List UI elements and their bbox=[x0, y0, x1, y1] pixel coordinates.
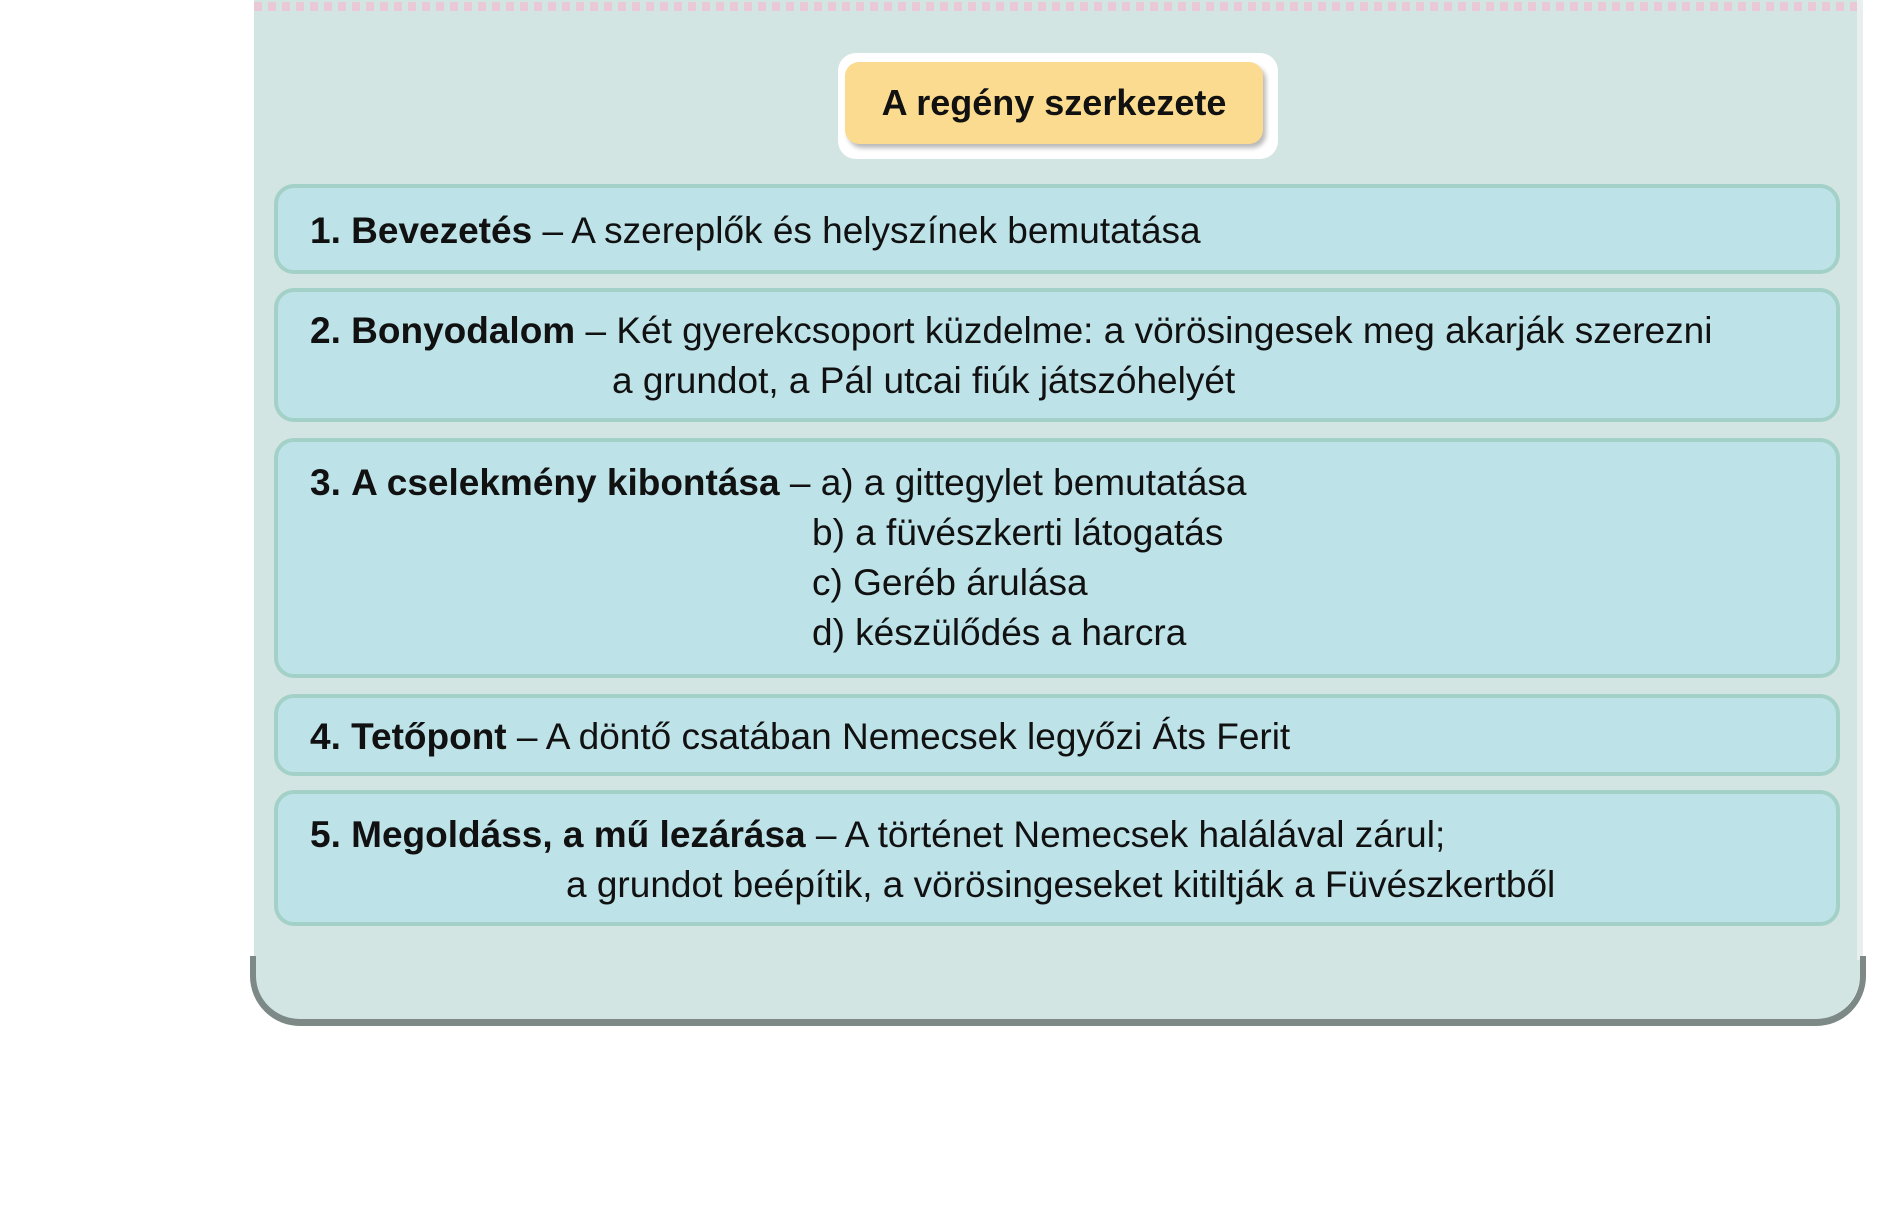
item-heading: Bonyodalom bbox=[351, 310, 576, 351]
item-dash: – bbox=[815, 814, 837, 855]
item-text-line: A történet Nemecsek halálával zárul; bbox=[844, 814, 1446, 855]
item-text-line: d) készülődés a harcra bbox=[812, 612, 1187, 653]
item-text-line: Két gyerekcsoport küzdelme: a vörösingesek meg akarják szerezni bbox=[616, 310, 1713, 351]
panel-right-edge bbox=[1857, 0, 1863, 960]
item-text-line: b) a füvészkerti látogatás bbox=[812, 512, 1224, 553]
item-text-line: a grundot, a Pál utcai fiúk játszóhelyét bbox=[612, 360, 1236, 401]
item-number: 2. bbox=[310, 310, 341, 351]
decorative-top-stripe bbox=[254, 2, 1860, 11]
item-heading: Megoldáss, a mű lezárása bbox=[351, 814, 806, 855]
item-heading: A cselekmény kibontása bbox=[351, 462, 780, 503]
item-heading: Bevezetés bbox=[351, 210, 533, 251]
item-text-line: A döntő csatában Nemecsek legyőzi Áts Ferit bbox=[545, 716, 1291, 757]
structure-item-resolution bbox=[274, 790, 1840, 926]
item-number: 1. bbox=[310, 210, 341, 251]
item-number: 4. bbox=[310, 716, 341, 757]
structure-item-development bbox=[274, 438, 1840, 678]
structure-item-complication bbox=[274, 288, 1840, 422]
item-dash: – bbox=[542, 210, 564, 251]
item-dash: – bbox=[585, 310, 607, 351]
item-text-line: a grundot beépítik, a vörösingeseket kitiltják a Füvészkertből bbox=[566, 864, 1556, 905]
item-text-line: a) a gittegylet bemutatása bbox=[820, 462, 1247, 503]
structure-item-introduction bbox=[274, 184, 1840, 274]
panel-bottom-rim bbox=[250, 956, 1866, 1026]
item-text-line: c) Geréb árulása bbox=[812, 562, 1088, 603]
item-dash: – bbox=[789, 462, 811, 503]
item-number: 5. bbox=[310, 814, 341, 855]
item-dash: – bbox=[516, 716, 538, 757]
page-title: A regény szerkezete bbox=[845, 62, 1263, 144]
item-heading: Tetőpont bbox=[351, 716, 507, 757]
item-text-line: A szereplők és helyszínek bemutatása bbox=[571, 210, 1201, 251]
item-number: 3. bbox=[310, 462, 341, 503]
structure-item-climax bbox=[274, 694, 1840, 776]
